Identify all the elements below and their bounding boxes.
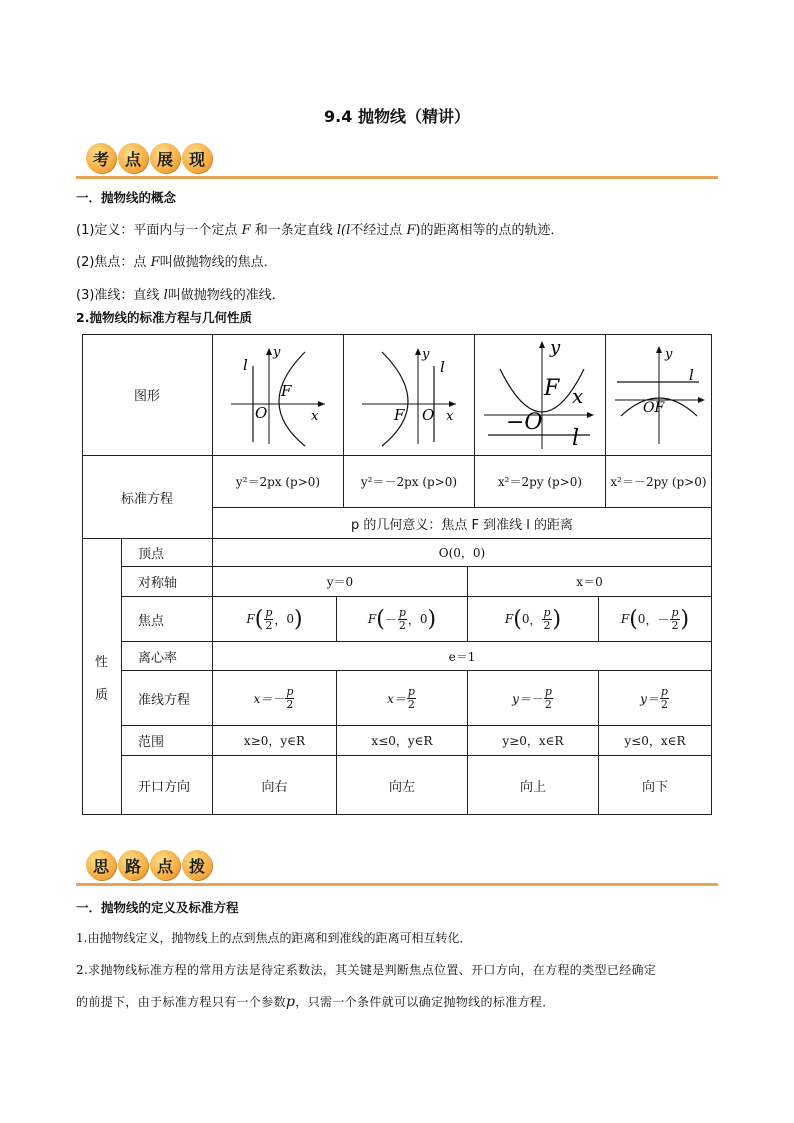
opening-up: 向上: [468, 756, 599, 815]
graph-down-open: [609, 340, 709, 450]
section-heading-definition: 一．抛物线的定义及标准方程: [76, 900, 239, 915]
label-O: O: [422, 405, 435, 424]
banner-char: 点: [118, 143, 148, 173]
section-heading-concept: 一．抛物线的概念: [76, 190, 177, 205]
graph-up-open: [480, 337, 600, 452]
directrix-left: x＝ $\frac{p}{2}$: [337, 671, 468, 726]
label-opening: 开口方向: [122, 756, 213, 815]
label-y: y: [273, 344, 281, 360]
graph-up: [475, 334, 606, 456]
focus-down: F ( 0 ， － $\frac{p}{2}$ ): [599, 597, 712, 642]
tip-1: 1.由抛物线定义，抛物线上的点到焦点的距离和到准线的距离可相互转化．: [76, 931, 472, 945]
label-std: 标准方程: [82, 456, 213, 539]
label-F: F: [544, 376, 560, 401]
label-eccentricity: 离心率: [122, 642, 213, 671]
label-x: x: [446, 408, 454, 424]
label-properties: 性 质: [82, 539, 122, 815]
opening-down: 向下: [599, 756, 712, 815]
banner-char: 思: [86, 850, 116, 880]
banner-underline: [76, 176, 718, 179]
axis-horizontal: y＝0: [213, 567, 468, 597]
opening-right: 向右: [213, 756, 337, 815]
label-l: l: [440, 357, 445, 376]
graph-right-open: [223, 340, 333, 450]
label-y: y: [422, 346, 430, 362]
graph-left: [344, 334, 475, 456]
graph-right: [213, 334, 344, 456]
label-directrix: 准线方程: [122, 671, 213, 726]
range-down: y≤0，x∈R: [599, 726, 712, 756]
label-range: 范围: [122, 726, 213, 756]
focus-up: F ( 0 ， $\frac{p}{2}$ ): [468, 597, 599, 642]
focus-line: (2)焦点：点 F叫做抛物线的焦点．: [76, 255, 277, 270]
label-O: −O: [506, 410, 543, 435]
label-vertex: 顶点: [122, 539, 213, 567]
banner-char: 拨: [182, 850, 212, 880]
section-heading-standard: 2.抛物线的标准方程与几何性质: [76, 310, 252, 325]
directrix-down: y＝ $\frac{p}{2}$: [599, 671, 712, 726]
tip-2-line-2: 的前提下，由于标准方程只有一个参数p，只需一个条件就可以确定抛物线的标准方程．: [76, 994, 555, 1010]
banner-char: 考: [86, 143, 116, 173]
focus-left: F ( － $\frac{p}{2}$ ， 0 ): [337, 597, 468, 642]
graph-down: [606, 334, 712, 456]
parabola-properties-table: [82, 334, 712, 815]
label-y: y: [550, 337, 561, 358]
label-l: l: [688, 365, 694, 384]
range-left: x≤0，y∈R: [337, 726, 468, 756]
tip-2-line-1: 2.求抛物线标准方程的常用方法是待定系数法，其关键是判断焦点位置、开口方向，在方程的类型已经确定: [76, 963, 657, 977]
label-x: x: [572, 384, 584, 408]
label-x: x: [311, 408, 319, 424]
range-right: x≥0，y∈R: [213, 726, 337, 756]
axis-vertical: x＝0: [468, 567, 712, 597]
banner-char: 现: [182, 143, 212, 173]
std-eq-right: y²＝2px (p>0): [213, 456, 344, 508]
opening-left: 向左: [337, 756, 468, 815]
section-banner-kaodian: [76, 143, 718, 179]
std-eq-up: x²＝2py (p>0): [475, 456, 606, 508]
range-up: y≥0，x∈R: [468, 726, 599, 756]
section-banner-silu: [76, 850, 718, 886]
label-graph: 图形: [82, 334, 213, 456]
label-l: l: [243, 355, 248, 374]
banner-char: 展: [150, 143, 180, 173]
p-meaning: p 的几何意义：焦点 F 到准线 l 的距离: [213, 508, 712, 539]
label-l: l: [572, 426, 580, 451]
label-focus: 焦点: [122, 597, 213, 642]
label-y: y: [664, 346, 672, 362]
focus-right: F ( $\frac{p}{2}$ ， 0 ): [213, 597, 337, 642]
vertex-value: O(0，0): [213, 539, 712, 567]
graph-left-open: [354, 340, 464, 450]
label-F: F: [394, 405, 405, 424]
banner-char: 路: [118, 850, 148, 880]
directrix-line: (3)准线：直线 l叫做抛物线的准线．: [76, 288, 285, 303]
label-axis: 对称轴: [122, 567, 213, 597]
definition-line: (1)定义：平面内与一个定点 F 和一条定直线 l(l不经过点 F)的距离相等的点的轨迹．: [76, 223, 564, 238]
directrix-up: y＝－ $\frac{p}{2}$: [468, 671, 599, 726]
banner-underline: [76, 883, 718, 886]
std-eq-left: y²＝－2px (p>0): [344, 456, 475, 508]
label-F: F: [281, 381, 292, 400]
eccentricity-value: e＝1: [213, 642, 712, 671]
label-O: O: [255, 403, 268, 422]
page-title: 9.4 抛物线（精讲）: [324, 107, 470, 126]
std-eq-down: x²＝－2py (p>0): [606, 456, 712, 508]
directrix-right: x＝－ $\frac{p}{2}$: [213, 671, 337, 726]
banner-char: 点: [150, 850, 180, 880]
label-O: OF: [642, 399, 664, 416]
